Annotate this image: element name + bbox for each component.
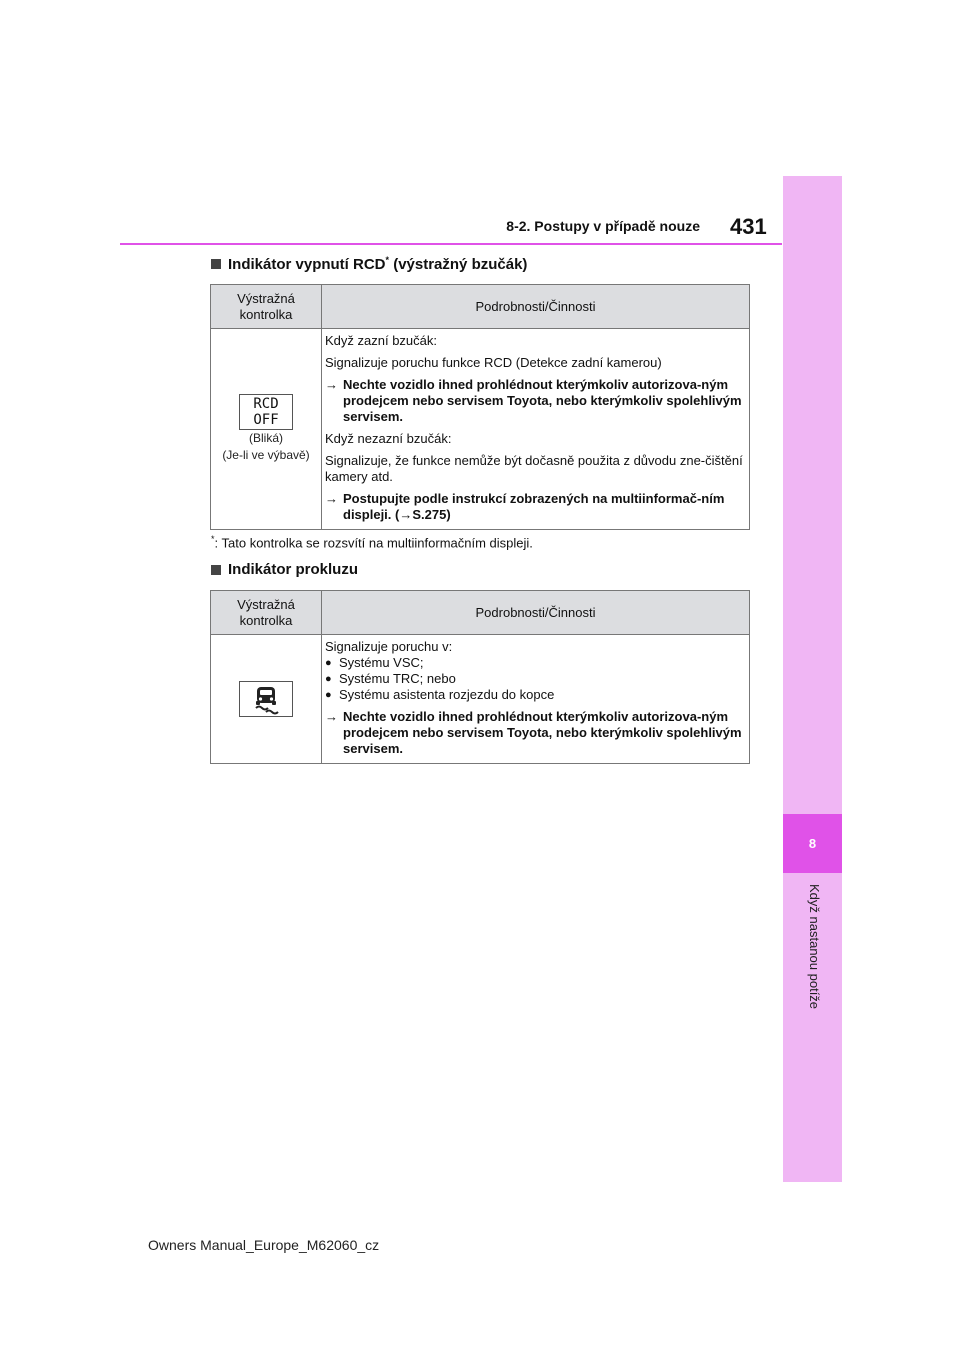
list-item: ● Systému asistenta rozjezdu do kopce bbox=[325, 687, 555, 702]
skid-warning-icon bbox=[239, 681, 293, 717]
col-header-light: Výstražná kontrolka bbox=[211, 591, 322, 635]
section-title: 8-2. Postupy v případě nouze bbox=[506, 218, 700, 234]
skid-icon-cell bbox=[211, 635, 322, 764]
rcd-off-table bbox=[210, 284, 750, 530]
table-header-row bbox=[211, 591, 750, 635]
rcd-off-heading bbox=[211, 255, 527, 273]
skid-table bbox=[210, 590, 750, 764]
camera-dirty-text: Signalizuje, že funkce nemůže být dočasně použita z důvodu zne-čištění kamery atd. bbox=[325, 453, 743, 484]
malfunction-intro: Signalizuje poruchu v: bbox=[325, 639, 453, 654]
action-inspect: → Nechte vozidlo ihned prohlédnout kterýmkoliv autorizova-ným prodejcem nebo servisem Toyota, nebo kterýmkoliv spolehlivým servisem. bbox=[325, 377, 742, 424]
header-rule bbox=[120, 243, 782, 245]
skid-heading-text: Indikátor prokluzu bbox=[228, 561, 359, 578]
arrow-right-icon: → bbox=[325, 377, 338, 392]
skid-heading bbox=[211, 561, 358, 578]
bullet-dot-icon: ● bbox=[325, 673, 332, 685]
buzzer-on-text: Když zazní bzučák: bbox=[325, 333, 437, 348]
col-header-details: Podrobnosti/Činnosti bbox=[322, 285, 750, 329]
table-row bbox=[211, 329, 750, 530]
square-bullet-icon bbox=[211, 259, 221, 269]
chapter-number-badge: 8 bbox=[783, 814, 842, 873]
page-number: 431 bbox=[730, 214, 767, 239]
col-header-details: Podrobnosti/Činnosti bbox=[322, 591, 750, 635]
table-row bbox=[211, 635, 750, 764]
equipment-note: (Je-li ve výbavě) bbox=[222, 448, 310, 462]
action-inspect: → Nechte vozidlo ihned prohlédnout kterýmkoliv autorizova-ným prodejcem nebo servisem Toyota, nebo kterýmkoliv spolehlivým servisem. bbox=[325, 709, 742, 756]
skid-details-cell bbox=[322, 635, 750, 764]
action-display: → Postupujte podle instrukcí zobrazených na multiinformač-ním displeji. (→S.275) bbox=[325, 491, 725, 522]
rcd-icon-cell bbox=[211, 329, 322, 530]
list-item: ● Systému VSC; bbox=[325, 655, 424, 670]
bullet-dot-icon: ● bbox=[325, 657, 332, 669]
footnote: *: Tato kontrolka se rozsvítí na multiinformačním displeji. bbox=[211, 534, 533, 551]
square-bullet-icon bbox=[211, 565, 221, 575]
arrow-right-icon: → bbox=[325, 491, 338, 506]
blink-note: (Bliká) bbox=[248, 431, 283, 445]
rcd-malfunction-text: Signalizuje poruchu funkce RCD (Detekce zadní kamerou) bbox=[325, 355, 662, 370]
table-header-row bbox=[211, 285, 750, 329]
arrow-right-icon: → bbox=[325, 709, 338, 724]
rcd-heading-text: Indikátor vypnutí RCD* (výstražný bzučák) bbox=[228, 255, 528, 273]
bullet-dot-icon: ● bbox=[325, 689, 332, 701]
buzzer-off-text: Když nezazní bzučák: bbox=[325, 431, 452, 446]
footer-doc-id: Owners Manual_Europe_M62060_cz bbox=[148, 1237, 380, 1253]
list-item: ● Systému TRC; nebo bbox=[325, 671, 456, 686]
rcd-details-cell bbox=[322, 329, 750, 530]
chapter-title: Když nastanou potíže bbox=[807, 884, 822, 1010]
col-header-light: Výstražná kontrolka bbox=[211, 285, 322, 329]
rcd-off-icon: RCD OFF bbox=[239, 394, 293, 430]
